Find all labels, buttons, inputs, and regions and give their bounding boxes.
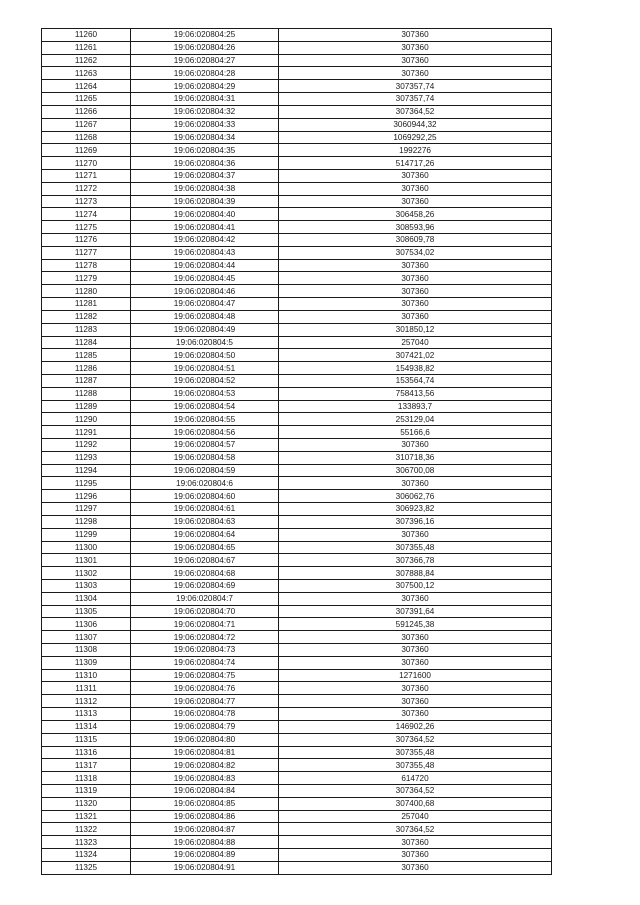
- row-number-cell: 11290: [42, 413, 131, 426]
- value-cell: 1992276: [279, 144, 552, 157]
- cadastral-number-cell: 19:06:020804:32: [131, 105, 279, 118]
- row-number-cell: 11280: [42, 285, 131, 298]
- table-row: [42, 477, 552, 490]
- value-cell: 307360: [279, 477, 552, 490]
- table-row: [42, 746, 552, 759]
- table-row: [42, 810, 552, 823]
- cadastral-number-cell: 19:06:020804:69: [131, 579, 279, 592]
- table-row: [42, 592, 552, 605]
- cadastral-number-cell: 19:06:020804:60: [131, 490, 279, 503]
- value-cell: 307364,52: [279, 105, 552, 118]
- row-number-cell: 11319: [42, 784, 131, 797]
- row-number-cell: 11271: [42, 169, 131, 182]
- row-number-cell: 11301: [42, 554, 131, 567]
- table-row: [42, 182, 552, 195]
- value-cell: 307534,02: [279, 246, 552, 259]
- value-cell: 307391,64: [279, 605, 552, 618]
- table-row: [42, 439, 552, 452]
- cadastral-number-cell: 19:06:020804:49: [131, 323, 279, 336]
- row-number-cell: 11264: [42, 80, 131, 93]
- value-cell: 307364,52: [279, 733, 552, 746]
- row-number-cell: 11278: [42, 259, 131, 272]
- value-cell: 307360: [279, 310, 552, 323]
- table-row: [42, 67, 552, 80]
- cadastral-number-cell: 19:06:020804:33: [131, 118, 279, 131]
- row-number-cell: 11300: [42, 541, 131, 554]
- value-cell: 307355,48: [279, 746, 552, 759]
- cadastral-number-cell: 19:06:020804:36: [131, 157, 279, 170]
- row-number-cell: 11292: [42, 439, 131, 452]
- row-number-cell: 11303: [42, 579, 131, 592]
- value-cell: 307360: [279, 259, 552, 272]
- row-number-cell: 11275: [42, 221, 131, 234]
- cadastral-number-cell: 19:06:020804:48: [131, 310, 279, 323]
- data-table: [41, 28, 552, 875]
- row-number-cell: 11285: [42, 349, 131, 362]
- value-cell: 310718,36: [279, 451, 552, 464]
- cadastral-number-cell: 19:06:020804:72: [131, 631, 279, 644]
- table-row: [42, 720, 552, 733]
- value-cell: 307360: [279, 67, 552, 80]
- row-number-cell: 11266: [42, 105, 131, 118]
- cadastral-number-cell: 19:06:020804:81: [131, 746, 279, 759]
- cadastral-number-cell: 19:06:020804:51: [131, 362, 279, 375]
- cadastral-number-cell: 19:06:020804:5: [131, 336, 279, 349]
- row-number-cell: 11313: [42, 708, 131, 721]
- cadastral-number-cell: 19:06:020804:63: [131, 515, 279, 528]
- cadastral-number-cell: 19:06:020804:46: [131, 285, 279, 298]
- cadastral-number-cell: 19:06:020804:83: [131, 772, 279, 785]
- value-cell: 308609,78: [279, 234, 552, 247]
- value-cell: 153564,74: [279, 374, 552, 387]
- table-row: [42, 29, 552, 42]
- row-number-cell: 11294: [42, 464, 131, 477]
- value-cell: 146902,26: [279, 720, 552, 733]
- data-table-body: [42, 29, 552, 875]
- table-row: [42, 374, 552, 387]
- value-cell: 306923,82: [279, 503, 552, 516]
- table-row: [42, 861, 552, 874]
- value-cell: 614720: [279, 772, 552, 785]
- value-cell: 307360: [279, 644, 552, 657]
- cadastral-number-cell: 19:06:020804:56: [131, 426, 279, 439]
- cadastral-number-cell: 19:06:020804:70: [131, 605, 279, 618]
- table-row: [42, 554, 552, 567]
- cadastral-number-cell: 19:06:020804:88: [131, 836, 279, 849]
- table-row: [42, 708, 552, 721]
- value-cell: 154938,82: [279, 362, 552, 375]
- row-number-cell: 11315: [42, 733, 131, 746]
- cadastral-number-cell: 19:06:020804:91: [131, 861, 279, 874]
- table-row: [42, 80, 552, 93]
- table-row: [42, 234, 552, 247]
- value-cell: 307360: [279, 528, 552, 541]
- table-row: [42, 195, 552, 208]
- row-number-cell: 11323: [42, 836, 131, 849]
- cadastral-number-cell: 19:06:020804:74: [131, 656, 279, 669]
- value-cell: 1069292,25: [279, 131, 552, 144]
- cadastral-number-cell: 19:06:020804:40: [131, 208, 279, 221]
- table-row: [42, 605, 552, 618]
- value-cell: 307360: [279, 29, 552, 42]
- table-row: [42, 682, 552, 695]
- value-cell: 307360: [279, 695, 552, 708]
- row-number-cell: 11307: [42, 631, 131, 644]
- value-cell: 307360: [279, 592, 552, 605]
- row-number-cell: 11310: [42, 669, 131, 682]
- value-cell: 307355,48: [279, 759, 552, 772]
- value-cell: 133893,7: [279, 400, 552, 413]
- cadastral-number-cell: 19:06:020804:61: [131, 503, 279, 516]
- row-number-cell: 11322: [42, 823, 131, 836]
- table-row: [42, 54, 552, 67]
- value-cell: 307421,02: [279, 349, 552, 362]
- row-number-cell: 11283: [42, 323, 131, 336]
- cadastral-number-cell: 19:06:020804:77: [131, 695, 279, 708]
- row-number-cell: 11324: [42, 849, 131, 862]
- table-row: [42, 797, 552, 810]
- row-number-cell: 11297: [42, 503, 131, 516]
- cadastral-number-cell: 19:06:020804:52: [131, 374, 279, 387]
- table-row: [42, 579, 552, 592]
- table-row: [42, 93, 552, 106]
- value-cell: 307360: [279, 631, 552, 644]
- value-cell: 307500,12: [279, 579, 552, 592]
- cadastral-number-cell: 19:06:020804:26: [131, 41, 279, 54]
- value-cell: 306458,26: [279, 208, 552, 221]
- cadastral-number-cell: 19:06:020804:76: [131, 682, 279, 695]
- row-number-cell: 11317: [42, 759, 131, 772]
- value-cell: 307396,16: [279, 515, 552, 528]
- cadastral-number-cell: 19:06:020804:87: [131, 823, 279, 836]
- value-cell: 307400,68: [279, 797, 552, 810]
- table-row: [42, 656, 552, 669]
- value-cell: 307360: [279, 298, 552, 311]
- table-row: [42, 759, 552, 772]
- row-number-cell: 11299: [42, 528, 131, 541]
- table-row: [42, 836, 552, 849]
- table-row: [42, 298, 552, 311]
- cadastral-number-cell: 19:06:020804:45: [131, 272, 279, 285]
- table-row: [42, 221, 552, 234]
- cadastral-number-cell: 19:06:020804:35: [131, 144, 279, 157]
- row-number-cell: 11304: [42, 592, 131, 605]
- row-number-cell: 11284: [42, 336, 131, 349]
- table-row: [42, 41, 552, 54]
- cadastral-number-cell: 19:06:020804:59: [131, 464, 279, 477]
- row-number-cell: 11325: [42, 861, 131, 874]
- table-row: [42, 259, 552, 272]
- table-row: [42, 644, 552, 657]
- row-number-cell: 11260: [42, 29, 131, 42]
- table-row: [42, 503, 552, 516]
- value-cell: 307888,84: [279, 567, 552, 580]
- value-cell: 308593,96: [279, 221, 552, 234]
- value-cell: 591245,38: [279, 618, 552, 631]
- row-number-cell: 11298: [42, 515, 131, 528]
- cadastral-number-cell: 19:06:020804:38: [131, 182, 279, 195]
- row-number-cell: 11273: [42, 195, 131, 208]
- value-cell: 307357,74: [279, 93, 552, 106]
- row-number-cell: 11309: [42, 656, 131, 669]
- table-row: [42, 464, 552, 477]
- value-cell: 514717,26: [279, 157, 552, 170]
- table-row: [42, 144, 552, 157]
- cadastral-number-cell: 19:06:020804:34: [131, 131, 279, 144]
- table-row: [42, 849, 552, 862]
- row-number-cell: 11267: [42, 118, 131, 131]
- table-row: [42, 387, 552, 400]
- row-number-cell: 11265: [42, 93, 131, 106]
- cadastral-number-cell: 19:06:020804:29: [131, 80, 279, 93]
- value-cell: 257040: [279, 810, 552, 823]
- table-row: [42, 733, 552, 746]
- row-number-cell: 11295: [42, 477, 131, 490]
- table-row: [42, 618, 552, 631]
- table-row: [42, 784, 552, 797]
- table-row: [42, 208, 552, 221]
- value-cell: 307360: [279, 169, 552, 182]
- table-row: [42, 400, 552, 413]
- row-number-cell: 11269: [42, 144, 131, 157]
- table-row: [42, 285, 552, 298]
- value-cell: 307360: [279, 836, 552, 849]
- cadastral-number-cell: 19:06:020804:79: [131, 720, 279, 733]
- row-number-cell: 11296: [42, 490, 131, 503]
- cadastral-number-cell: 19:06:020804:58: [131, 451, 279, 464]
- cadastral-number-cell: 19:06:020804:25: [131, 29, 279, 42]
- cadastral-number-cell: 19:06:020804:50: [131, 349, 279, 362]
- value-cell: 307360: [279, 861, 552, 874]
- value-cell: 307364,52: [279, 784, 552, 797]
- table-row: [42, 515, 552, 528]
- row-number-cell: 11318: [42, 772, 131, 785]
- table-row: [42, 695, 552, 708]
- cadastral-number-cell: 19:06:020804:64: [131, 528, 279, 541]
- row-number-cell: 11274: [42, 208, 131, 221]
- row-number-cell: 11279: [42, 272, 131, 285]
- table-row: [42, 118, 552, 131]
- value-cell: 307360: [279, 54, 552, 67]
- table-row: [42, 336, 552, 349]
- cadastral-number-cell: 19:06:020804:54: [131, 400, 279, 413]
- cadastral-number-cell: 19:06:020804:27: [131, 54, 279, 67]
- value-cell: 307366,78: [279, 554, 552, 567]
- value-cell: 307360: [279, 708, 552, 721]
- cadastral-number-cell: 19:06:020804:43: [131, 246, 279, 259]
- value-cell: 758413,56: [279, 387, 552, 400]
- cadastral-number-cell: 19:06:020804:7: [131, 592, 279, 605]
- table-row: [42, 169, 552, 182]
- table-row: [42, 631, 552, 644]
- table-row: [42, 349, 552, 362]
- table-row: [42, 490, 552, 503]
- cadastral-number-cell: 19:06:020804:53: [131, 387, 279, 400]
- cadastral-number-cell: 19:06:020804:85: [131, 797, 279, 810]
- row-number-cell: 11320: [42, 797, 131, 810]
- table-row: [42, 246, 552, 259]
- row-number-cell: 11316: [42, 746, 131, 759]
- cadastral-number-cell: 19:06:020804:41: [131, 221, 279, 234]
- value-cell: 3060944,32: [279, 118, 552, 131]
- value-cell: 307360: [279, 272, 552, 285]
- row-number-cell: 11287: [42, 374, 131, 387]
- row-number-cell: 11262: [42, 54, 131, 67]
- value-cell: 301850,12: [279, 323, 552, 336]
- cadastral-number-cell: 19:06:020804:42: [131, 234, 279, 247]
- row-number-cell: 11314: [42, 720, 131, 733]
- cadastral-number-cell: 19:06:020804:75: [131, 669, 279, 682]
- row-number-cell: 11291: [42, 426, 131, 439]
- cadastral-number-cell: 19:06:020804:44: [131, 259, 279, 272]
- value-cell: 307357,74: [279, 80, 552, 93]
- cadastral-number-cell: 19:06:020804:37: [131, 169, 279, 182]
- cadastral-number-cell: 19:06:020804:84: [131, 784, 279, 797]
- table-row: [42, 131, 552, 144]
- table-row: [42, 362, 552, 375]
- value-cell: 307360: [279, 439, 552, 452]
- value-cell: 1271600: [279, 669, 552, 682]
- value-cell: 307360: [279, 849, 552, 862]
- row-number-cell: 11312: [42, 695, 131, 708]
- table-row: [42, 823, 552, 836]
- table-row: [42, 451, 552, 464]
- table-row: [42, 426, 552, 439]
- row-number-cell: 11305: [42, 605, 131, 618]
- value-cell: 307360: [279, 682, 552, 695]
- row-number-cell: 11289: [42, 400, 131, 413]
- row-number-cell: 11268: [42, 131, 131, 144]
- value-cell: 307360: [279, 285, 552, 298]
- row-number-cell: 11261: [42, 41, 131, 54]
- table-row: [42, 272, 552, 285]
- cadastral-number-cell: 19:06:020804:78: [131, 708, 279, 721]
- row-number-cell: 11288: [42, 387, 131, 400]
- row-number-cell: 11306: [42, 618, 131, 631]
- cadastral-number-cell: 19:06:020804:28: [131, 67, 279, 80]
- row-number-cell: 11281: [42, 298, 131, 311]
- cadastral-number-cell: 19:06:020804:82: [131, 759, 279, 772]
- cadastral-number-cell: 19:06:020804:55: [131, 413, 279, 426]
- value-cell: 307360: [279, 656, 552, 669]
- table-row: [42, 567, 552, 580]
- table-row: [42, 528, 552, 541]
- cadastral-number-cell: 19:06:020804:57: [131, 439, 279, 452]
- table-row: [42, 157, 552, 170]
- cadastral-number-cell: 19:06:020804:89: [131, 849, 279, 862]
- cadastral-number-cell: 19:06:020804:71: [131, 618, 279, 631]
- table-row: [42, 541, 552, 554]
- value-cell: 307355,48: [279, 541, 552, 554]
- row-number-cell: 11272: [42, 182, 131, 195]
- row-number-cell: 11286: [42, 362, 131, 375]
- cadastral-number-cell: 19:06:020804:68: [131, 567, 279, 580]
- table-row: [42, 413, 552, 426]
- value-cell: 55166,6: [279, 426, 552, 439]
- cadastral-number-cell: 19:06:020804:39: [131, 195, 279, 208]
- cadastral-number-cell: 19:06:020804:6: [131, 477, 279, 490]
- cadastral-number-cell: 19:06:020804:31: [131, 93, 279, 106]
- cadastral-number-cell: 19:06:020804:73: [131, 644, 279, 657]
- cadastral-number-cell: 19:06:020804:67: [131, 554, 279, 567]
- row-number-cell: 11293: [42, 451, 131, 464]
- value-cell: 257040: [279, 336, 552, 349]
- row-number-cell: 11263: [42, 67, 131, 80]
- row-number-cell: 11311: [42, 682, 131, 695]
- table-row: [42, 323, 552, 336]
- cadastral-number-cell: 19:06:020804:65: [131, 541, 279, 554]
- table-row: [42, 772, 552, 785]
- value-cell: 307364,52: [279, 823, 552, 836]
- row-number-cell: 11270: [42, 157, 131, 170]
- value-cell: 306700,08: [279, 464, 552, 477]
- table-row: [42, 105, 552, 118]
- row-number-cell: 11276: [42, 234, 131, 247]
- cadastral-number-cell: 19:06:020804:86: [131, 810, 279, 823]
- cadastral-number-cell: 19:06:020804:80: [131, 733, 279, 746]
- row-number-cell: 11321: [42, 810, 131, 823]
- table-row: [42, 669, 552, 682]
- cadastral-number-cell: 19:06:020804:47: [131, 298, 279, 311]
- value-cell: 306062,76: [279, 490, 552, 503]
- row-number-cell: 11282: [42, 310, 131, 323]
- row-number-cell: 11302: [42, 567, 131, 580]
- table-row: [42, 310, 552, 323]
- value-cell: 307360: [279, 182, 552, 195]
- row-number-cell: 11277: [42, 246, 131, 259]
- value-cell: 253129,04: [279, 413, 552, 426]
- value-cell: 307360: [279, 195, 552, 208]
- row-number-cell: 11308: [42, 644, 131, 657]
- value-cell: 307360: [279, 41, 552, 54]
